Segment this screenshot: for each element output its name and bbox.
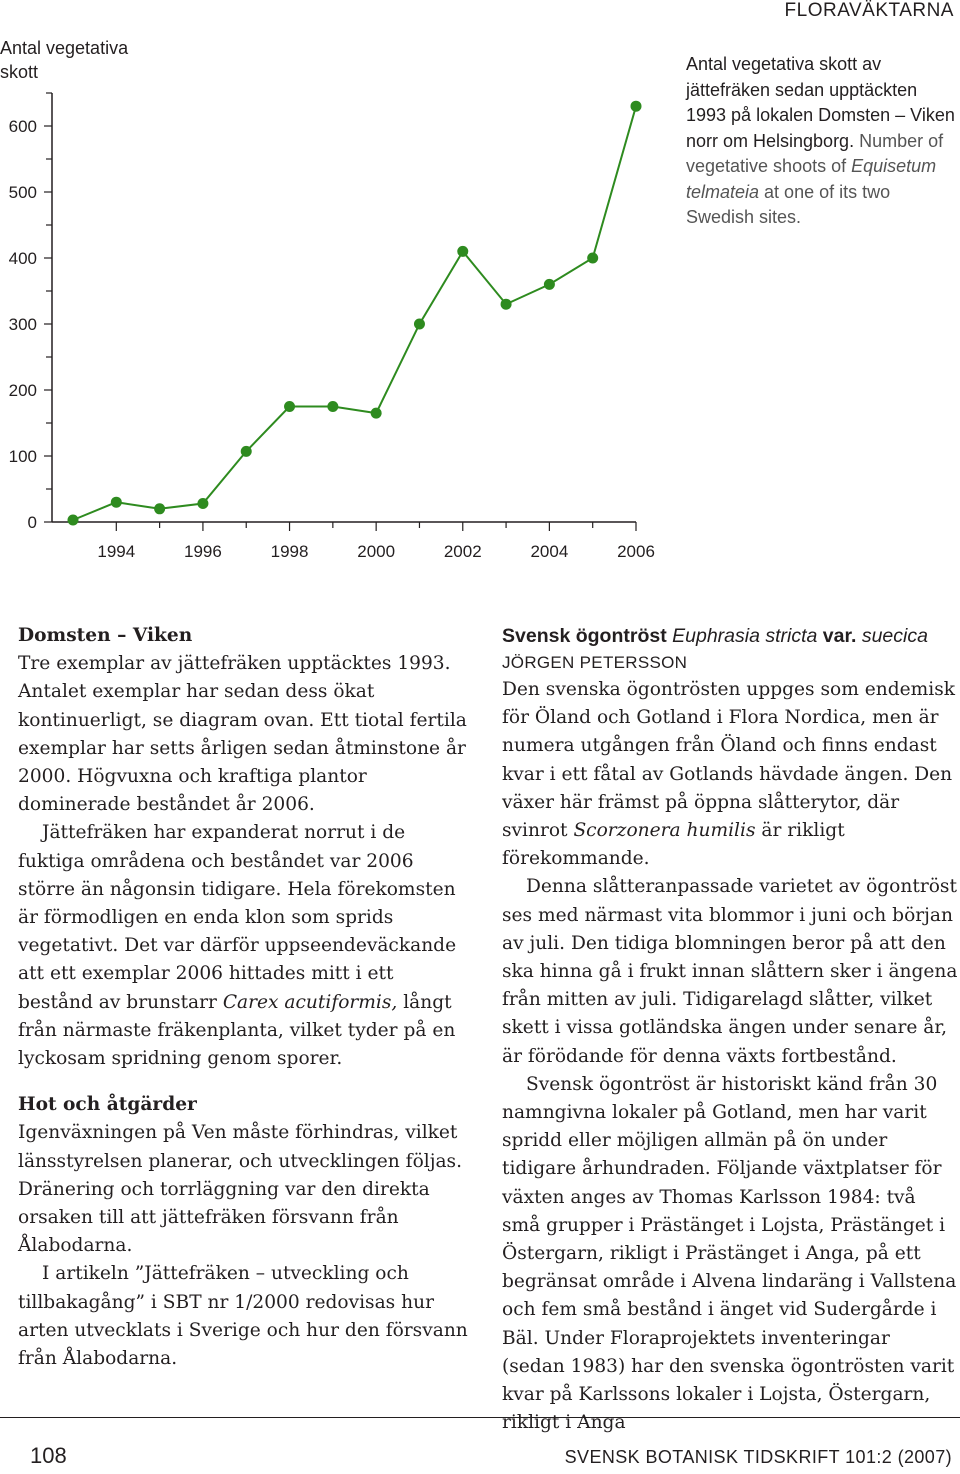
x-tick-label: 1996 — [184, 542, 222, 561]
paragraph: Denna slåtteranpassade varietet av ögontröst ses med närmast vita blommor i juni och början av juli. Den tidiga blomningen beror på att den ska hinna gå i frukt innan slåttern sker i ängena från mitten av juli. Tidigarelagd slåtter, vilket skett i vissa gotländska ängen under senare år, är förödande för denna växts fortbestånd. — [502, 876, 958, 1067]
data-point — [68, 515, 79, 526]
data-point — [154, 503, 165, 514]
y-tick-label: 300 — [8, 315, 37, 334]
data-point — [587, 253, 598, 264]
x-tick-label: 2002 — [443, 542, 482, 561]
y-tick-label: 600 — [8, 117, 37, 136]
x-tick-label: 2006 — [617, 542, 655, 561]
caption-swedish: Antal vegetativa skott av jättefräken sedan upptäckten 1993 på lokalen Domsten – Viken norr om Helsingborg. — [686, 54, 955, 151]
x-tick-label: 2004 — [530, 542, 569, 561]
article-title: Svensk ögontröst Euphrasia stricta var. suecica — [502, 625, 928, 647]
y-tick-label: 0 — [27, 513, 37, 532]
shoot-count-line-chart — [0, 90, 680, 590]
species-name: Euphrasia stricta — [672, 625, 818, 647]
paragraph: I artikeln ”Jättefräken – utveckling och tillbakagång” i SBT nr 1/2000 redovisas hur arten utvecklats i Sverige och hur den försvann från Ålabodarna. — [18, 1263, 468, 1370]
caption-english: Number of vegetative shoots of Equisetum telmateia at one of its two Swedish sites. — [686, 130, 944, 227]
data-point — [501, 299, 512, 310]
x-tick-label: 1998 — [270, 542, 309, 561]
data-point — [457, 246, 468, 257]
y-tick-label: 500 — [8, 183, 37, 202]
data-point — [631, 101, 642, 112]
paragraph: Igenväxningen på Ven måste förhindras, vilket länsstyrelsen planerar, och utvecklingen följas. Dränering och torrläggning var den direkta orsaken till att jättefräken försvann från Ålabodarna. — [18, 1122, 463, 1257]
y-axis — [9, 93, 52, 532]
species-name: Carex acutiformis, — [222, 991, 398, 1013]
y-tick-label: 100 — [8, 447, 37, 466]
series-line — [73, 106, 636, 520]
paragraph: Jättefräken har expanderat norrut i de fuktiga områdena och beståndet var 2006 större än någonsin tidigare. Hela förekomsten är förmodligen en enda klon som sprids vegetativt. Det var därför uppseendeväckande att ett exemplar 2006 hittades mitt i ett bestånd av brunstarr Carex acutiformis, långt från närmaste fräkenplanta, vilket tyder på en lyckosam spridning genom sporer. — [18, 822, 457, 1070]
author-name: JÖRGEN PETERSSON — [502, 653, 688, 672]
data-point — [197, 498, 208, 509]
figure-caption — [686, 52, 958, 231]
left-column — [18, 622, 470, 1373]
y-tick-label: 400 — [8, 249, 37, 268]
journal-name: SVENSK BOTANISK TIDSKRIFT 101:2 (2007) — [564, 1447, 952, 1467]
section-title-threats: Hot och åtgärder — [18, 1094, 197, 1116]
x-tick-label: 2000 — [357, 542, 396, 561]
chart-y-axis-label: Antal vegetativa skott — [0, 38, 129, 82]
data-point — [414, 319, 425, 330]
paragraph: Tre exemplar av jättefräken upptäcktes 1993. Antalet exemplar har sedan dess ökat kontinuerligt, se diagram ovan. Ett tiotal fertila exemplar har setts årligen sedan åtminstone år 2000. Högvuxna och kraftiga plantor dominerade beståndet år 2006. — [18, 653, 467, 816]
data-point — [241, 446, 252, 457]
variety-name: suecica — [861, 625, 928, 647]
section-header: FLORAVÄKTARNA — [784, 0, 954, 21]
chart-series — [68, 101, 642, 526]
data-point — [111, 497, 122, 508]
right-column — [502, 622, 958, 1437]
species-name: Scorzonera humilis — [573, 820, 756, 842]
caption-species: Equisetum telmateia — [686, 156, 937, 202]
x-tick-label: 1994 — [97, 542, 136, 561]
data-point — [284, 401, 295, 412]
y-tick-label: 200 — [8, 381, 37, 400]
section-title-domsten: Domsten – Viken — [18, 625, 193, 646]
page-number: 108 — [30, 1443, 67, 1468]
data-point — [371, 408, 382, 419]
data-point — [327, 401, 338, 412]
data-point — [544, 279, 555, 290]
paragraph: Den svenska ögontrösten uppges som endemisk för Öland och Gotland i Flora Nordica, men är numera utgången från Öland och finns endast kvar i ett fåtal av Gotlands hävdade ängen. Den växer här främst på öppna slåtterytor, där svinrot Scorzonera humilis är rikligt förekommande. — [502, 679, 956, 870]
footer-divider — [0, 1417, 960, 1418]
x-axis — [52, 522, 655, 561]
paragraph: Svensk ögontröst är historiskt känd från 30 namngivna lokaler på Gotland, men har varit spridd eller möjligen allmän på ön under tidigare århundraden. Följande växtplatser för växten anges av Thomas Karlsson 1984: två små grupper i Prästänget i Lojsta, Prästänget i Östergarn, rikligt i Prästänget i Anga, på ett begränsat område i Alvena lindaräng i Vallstena och fem små bestånd i änget vid Sudergårde i Bäl. Under Floraprojektets inventeringar (sedan 1983) har den svenska ögontrösten varit kvar på Karlssons lokaler i Lojsta, Östergarn, rikligt i Anga — [502, 1073, 957, 1434]
